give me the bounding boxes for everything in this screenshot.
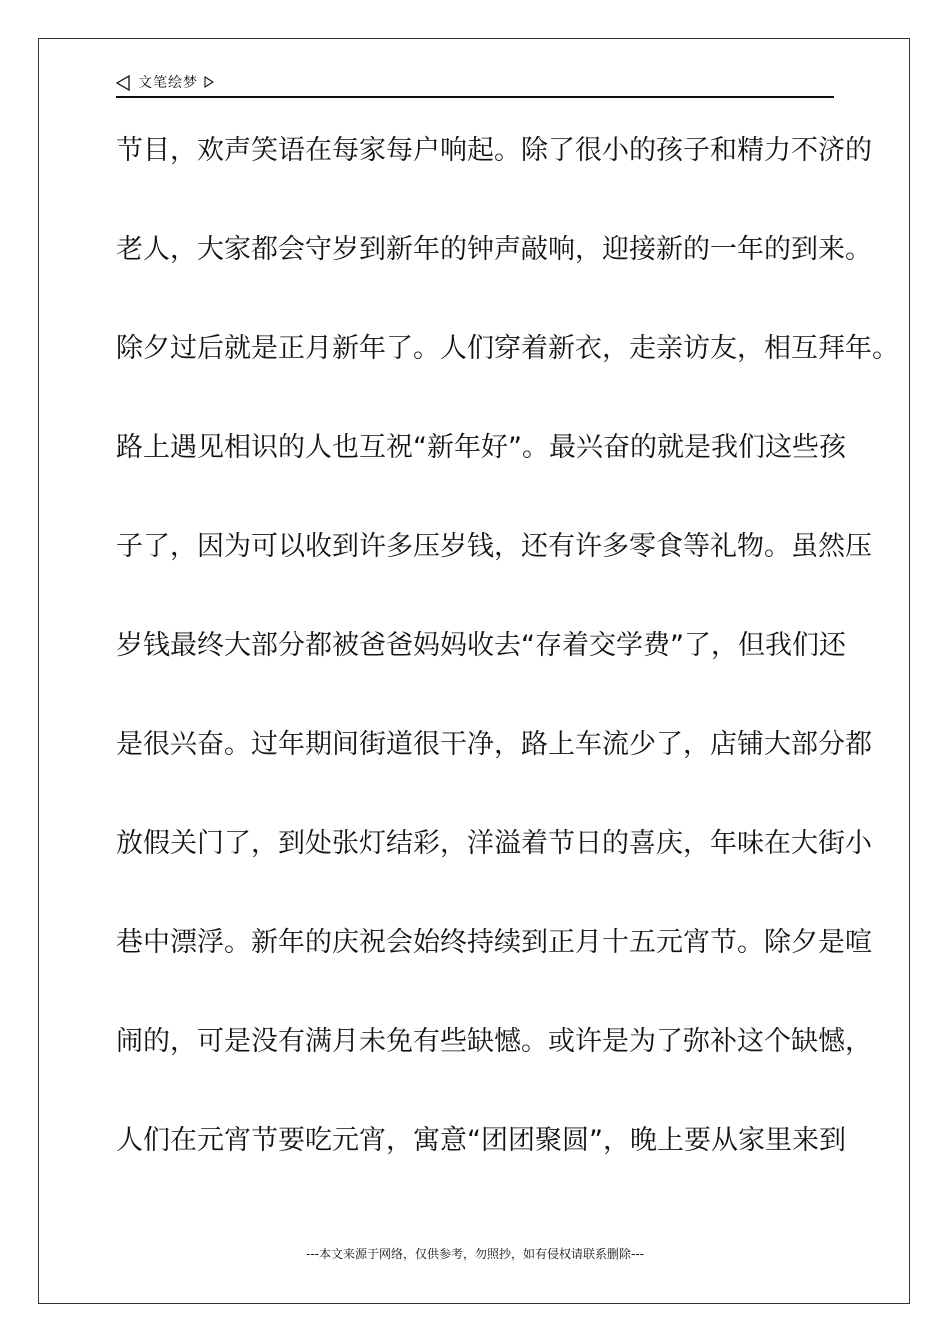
text-line: 子了，因为可以收到许多压岁钱，还有许多零食等礼物。虽然压	[116, 531, 872, 562]
text-line: 节目，欢声笑语在每家每户响起。除了很小的孩子和精力不济的	[116, 135, 872, 166]
text-line: 岁钱最终大部分都被爸爸妈妈收去“存着交学费”了，但我们还	[116, 630, 846, 661]
text-line: 巷中漂浮。新年的庆祝会始终持续到正月十五元宵节。除夕是喧	[116, 927, 872, 958]
text-line: 除夕过后就是正月新年了。人们穿着新衣，走亲访友，相互拜年。	[116, 333, 899, 364]
text-line: 老人，大家都会守岁到新年的钟声敲响，迎接新的一年的到来。	[116, 234, 872, 265]
page-header	[116, 72, 834, 98]
triangle-left-icon	[116, 75, 130, 91]
document-body	[116, 120, 899, 1209]
text-line: 人们在元宵节要吃元宵，寓意“团团聚圆”，晚上要从家里来到	[116, 1125, 846, 1156]
header-title: 文笔绘梦	[138, 75, 198, 91]
text-line: 闹的，可是没有满月未免有些缺憾。或许是为了弥补这个缺憾，	[116, 1026, 872, 1057]
text-line: 路上遇见相识的人也互祝“新年好”。最兴奋的就是我们这些孩	[116, 432, 846, 463]
footer-disclaimer: ---本文来源于网络，仅供参考，勿照抄，如有侵权请联系删除---	[306, 1247, 644, 1261]
text-line: 是很兴奋。过年期间街道很干净，路上车流少了，店铺大部分都	[116, 729, 872, 760]
text-line: 放假关门了，到处张灯结彩，洋溢着节日的喜庆，年味在大街小	[116, 828, 872, 859]
triangle-right-icon	[204, 76, 214, 88]
